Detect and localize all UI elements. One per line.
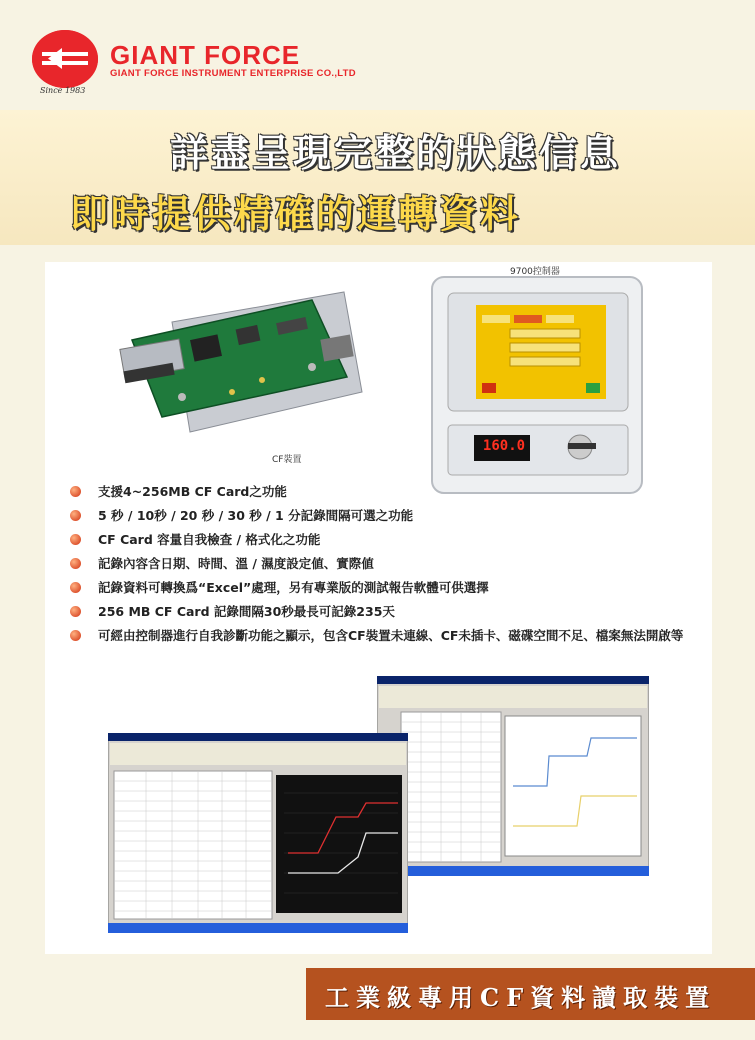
controller-readout: 160.0 [482,438,526,454]
feature-item: 5 秒 / 10秒 / 20 秒 / 30 秒 / 1 分記錄間隔可選之功能 [68,504,708,528]
footer-title: 工業級專用CF資料讀取裝置 [325,983,717,1012]
cf-device-image [112,282,374,442]
cf-device-caption: CF裝置 [272,455,302,465]
controller-image [430,275,644,495]
bullet-icon [70,486,81,497]
bullet-icon [70,630,81,641]
bullet-icon [70,534,81,545]
headline-primary: 詳盡呈現完整的狀態信息 [170,131,622,175]
headline-secondary: 即時提供精確的運轉資料 [70,192,522,236]
controller-caption: 9700控制器 [510,267,560,277]
bullet-icon [70,606,81,617]
excel-screenshot-back [377,676,649,876]
feature-item: 256 MB CF Card 記錄間隔30秒最長可記錄235天 [68,600,708,624]
bullet-icon [70,510,81,521]
feature-item: 支援4~256MB CF Card之功能 [68,480,708,504]
since-label: Since 1983 [40,86,86,95]
company-logo-icon [32,30,98,88]
brand-title: GIANT FORCE [110,40,301,70]
brand-subtitle: GIANT FORCE INSTRUMENT ENTERPRISE CO.,LTD [110,68,356,79]
bullet-icon [70,558,81,569]
feature-list [68,480,708,648]
feature-item: 記錄資料可轉換爲“Excel”處理，另有專業版的測試報告軟體可供選擇 [68,576,708,600]
feature-item: 記錄內容含日期、時間、溫 / 濕度設定値、實際値 [68,552,708,576]
excel-screenshot-front [108,733,408,933]
feature-item: CF Card 容量自我檢查 / 格式化之功能 [68,528,708,552]
feature-item: 可經由控制器進行自我診斷功能之顯示，包含CF裝置未連線、CF未插卡、磁碟空間不足、檔案無法開啟等 [68,624,708,648]
bullet-icon [70,582,81,593]
